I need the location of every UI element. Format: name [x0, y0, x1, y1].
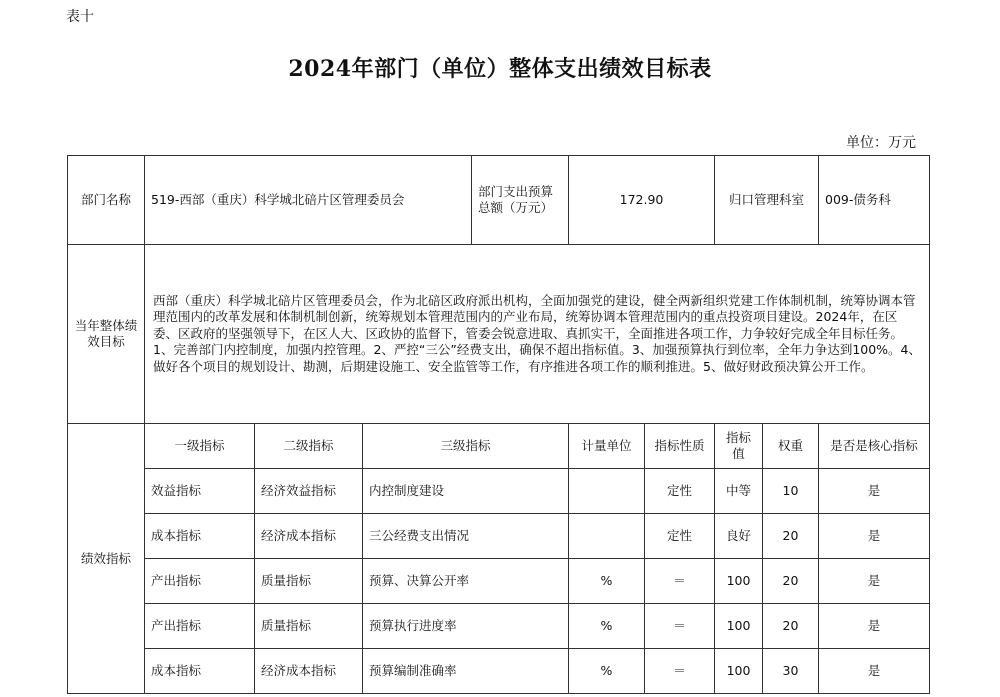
level2-cell: 经济成本指标 [255, 514, 363, 559]
core-cell: 是 [819, 649, 930, 694]
unit-label: 单位：万元 [846, 135, 916, 151]
indicator-header-row [68, 424, 930, 469]
level2-cell: 经济效益指标 [255, 469, 363, 514]
level1-cell: 产出指标 [145, 559, 255, 604]
column-header: 指标值 [715, 424, 763, 469]
nature-cell: 定性 [645, 514, 715, 559]
weight-cell: 30 [763, 649, 819, 694]
level1-cell: 成本指标 [145, 514, 255, 559]
budget-label: 部门支出预算总额（万元） [472, 156, 569, 245]
performance-table [67, 155, 930, 694]
goal-text: 西部（重庆）科学城北碚片区管理委员会，作为北碚区政府派出机构，全面加强党的建设，健全两新组织党建工作体制机制，统筹协调本管理范围内的改革发展和体制机制创新，统筹规划本管理范围内的产业布局，统筹协调本管理范围内的重点投资项目建设。2024年，在区委、区政府的坚强领导下，在区人大、区政协的监督下，管委会锐意进取、真抓实干，全面推进各项工作，力争较好完成全年目标任务。1、完善部门内控制度，加强内控管理。2、严控“三公”经费支出，确保不超出指标值。3、加强预算执行到位率，全年力争达到100%。4、做好各个项目的规划设计、勘测，后期建设施工、安全监管等工作，有序推进各项工作的顺利推进。5、做好财政预决算公开工作。 [145, 245, 930, 424]
nature-cell: ＝ [645, 604, 715, 649]
unit-cell: % [569, 604, 645, 649]
unit-cell [569, 514, 645, 559]
column-header: 二级指标 [255, 424, 363, 469]
goal-label: 当年整体绩效目标 [68, 245, 145, 424]
level3-cell: 内控制度建设 [363, 469, 569, 514]
column-header: 三级指标 [363, 424, 569, 469]
level3-cell: 预算执行进度率 [363, 604, 569, 649]
dept-name-value: 519-西部（重庆）科学城北碚片区管理委员会 [145, 156, 472, 245]
column-header: 计量单位 [569, 424, 645, 469]
nature-cell: ＝ [645, 559, 715, 604]
column-header: 是否是核心指标 [819, 424, 930, 469]
value-cell: 中等 [715, 469, 763, 514]
unit-cell [569, 469, 645, 514]
value-cell: 良好 [715, 514, 763, 559]
column-header: 权重 [763, 424, 819, 469]
value-cell: 100 [715, 649, 763, 694]
core-cell: 是 [819, 514, 930, 559]
level2-cell: 质量指标 [255, 604, 363, 649]
weight-cell: 20 [763, 514, 819, 559]
weight-cell: 10 [763, 469, 819, 514]
level2-cell: 质量指标 [255, 559, 363, 604]
unit-cell: % [569, 559, 645, 604]
core-cell: 是 [819, 559, 930, 604]
value-cell: 100 [715, 559, 763, 604]
value-cell: 100 [715, 604, 763, 649]
table-row [68, 649, 930, 694]
dept-name-label: 部门名称 [68, 156, 145, 245]
document-title: 2024年部门（单位）整体支出绩效目标表 [288, 56, 712, 82]
level3-cell: 三公经费支出情况 [363, 514, 569, 559]
level2-cell: 经济成本指标 [255, 649, 363, 694]
level1-cell: 产出指标 [145, 604, 255, 649]
table-row [68, 514, 930, 559]
budget-value: 172.90 [569, 156, 715, 245]
column-header: 指标性质 [645, 424, 715, 469]
nature-cell: ＝ [645, 649, 715, 694]
goal-row [68, 245, 930, 424]
table-row [68, 604, 930, 649]
level1-cell: 成本指标 [145, 649, 255, 694]
nature-cell: 定性 [645, 469, 715, 514]
column-header: 一级指标 [145, 424, 255, 469]
header-row [68, 156, 930, 245]
unit-cell: % [569, 649, 645, 694]
office-label: 归口管理科室 [715, 156, 819, 245]
table-row [68, 559, 930, 604]
level1-cell: 效益指标 [145, 469, 255, 514]
core-cell: 是 [819, 604, 930, 649]
weight-cell: 20 [763, 604, 819, 649]
table-number-label: 表十 [66, 9, 94, 25]
table-row [68, 469, 930, 514]
level3-cell: 预算编制准确率 [363, 649, 569, 694]
level3-cell: 预算、决算公开率 [363, 559, 569, 604]
core-cell: 是 [819, 469, 930, 514]
office-value: 009-债务科 [819, 156, 930, 245]
indicators-label: 绩效指标 [68, 424, 145, 694]
weight-cell: 20 [763, 559, 819, 604]
